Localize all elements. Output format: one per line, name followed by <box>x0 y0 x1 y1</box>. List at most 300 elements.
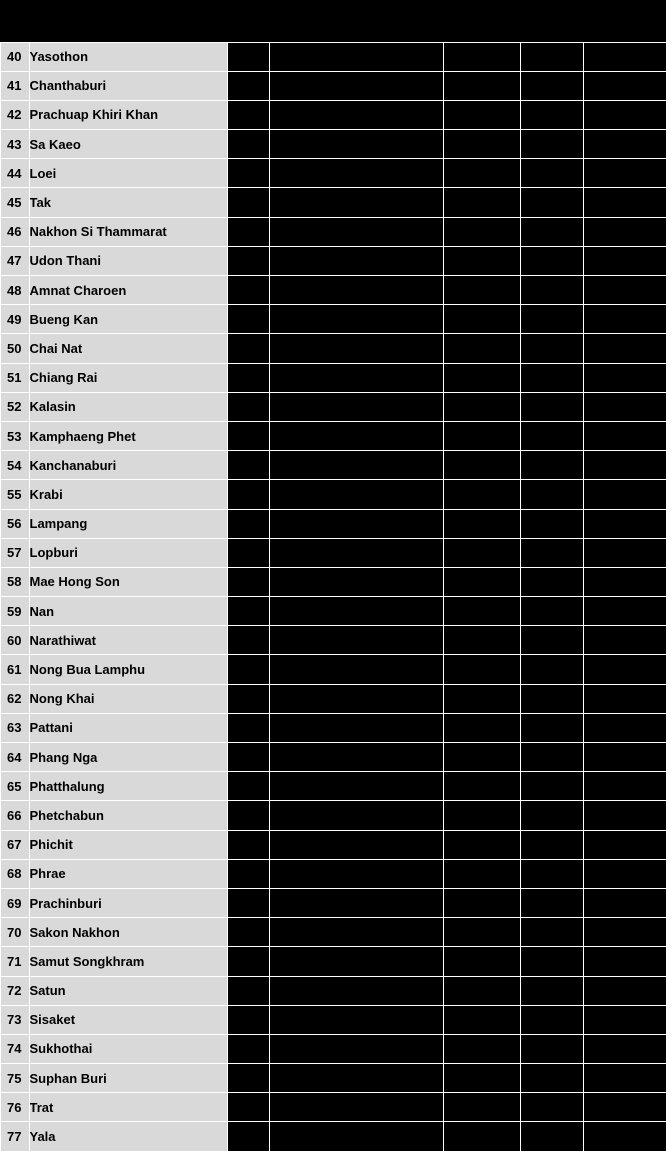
cell-value-2 <box>269 100 443 129</box>
cell-value-2 <box>269 188 443 217</box>
cell-rank: 76 <box>0 1093 29 1122</box>
cell-rank: 66 <box>0 801 29 830</box>
cell-value-4 <box>520 976 583 1005</box>
cell-value-5 <box>583 597 666 626</box>
cell-value-2 <box>269 713 443 742</box>
cell-province-name: Phatthalung <box>29 772 227 801</box>
table-row <box>0 743 666 772</box>
cell-value-5 <box>583 421 666 450</box>
table-row <box>0 217 666 246</box>
cell-province-name: Kalasin <box>29 392 227 421</box>
cell-value-5 <box>583 276 666 305</box>
cell-rank: 69 <box>0 888 29 917</box>
cell-value-5 <box>583 42 666 71</box>
cell-value-4 <box>520 392 583 421</box>
cell-value-4 <box>520 684 583 713</box>
cell-rank: 62 <box>0 684 29 713</box>
cell-value-4 <box>520 334 583 363</box>
cell-value-5 <box>583 1064 666 1093</box>
cell-value-5 <box>583 188 666 217</box>
cell-value-1 <box>227 684 269 713</box>
cell-rank: 74 <box>0 1034 29 1063</box>
cell-value-1 <box>227 130 269 159</box>
table-row <box>0 1093 666 1122</box>
cell-value-3 <box>443 246 520 275</box>
cell-province-name: Kanchanaburi <box>29 451 227 480</box>
cell-province-name: Lampang <box>29 509 227 538</box>
table-row <box>0 859 666 888</box>
cell-province-name: Tak <box>29 188 227 217</box>
table-row <box>0 421 666 450</box>
cell-value-5 <box>583 363 666 392</box>
table-row <box>0 1034 666 1063</box>
cell-value-4 <box>520 918 583 947</box>
cell-value-2 <box>269 655 443 684</box>
cell-value-2 <box>269 217 443 246</box>
table-row <box>0 334 666 363</box>
cell-value-5 <box>583 918 666 947</box>
cell-rank: 44 <box>0 159 29 188</box>
cell-value-3 <box>443 305 520 334</box>
table-row <box>0 305 666 334</box>
cell-province-name: Bueng Kan <box>29 305 227 334</box>
cell-value-2 <box>269 567 443 596</box>
cell-value-5 <box>583 1005 666 1034</box>
cell-value-2 <box>269 334 443 363</box>
cell-value-5 <box>583 217 666 246</box>
cell-value-5 <box>583 1093 666 1122</box>
cell-value-5 <box>583 684 666 713</box>
cell-rank: 71 <box>0 947 29 976</box>
cell-rank: 55 <box>0 480 29 509</box>
cell-rank: 41 <box>0 71 29 100</box>
cell-rank: 68 <box>0 859 29 888</box>
cell-value-5 <box>583 100 666 129</box>
cell-rank: 43 <box>0 130 29 159</box>
cell-value-5 <box>583 1034 666 1063</box>
cell-province-name: Narathiwat <box>29 626 227 655</box>
cell-value-1 <box>227 713 269 742</box>
cell-value-5 <box>583 830 666 859</box>
cell-value-1 <box>227 217 269 246</box>
cell-rank: 57 <box>0 538 29 567</box>
cell-value-5 <box>583 509 666 538</box>
cell-value-4 <box>520 421 583 450</box>
cell-rank: 42 <box>0 100 29 129</box>
cell-value-3 <box>443 743 520 772</box>
table-row <box>0 480 666 509</box>
cell-value-2 <box>269 918 443 947</box>
cell-value-4 <box>520 1122 583 1151</box>
cell-rank: 54 <box>0 451 29 480</box>
table-row <box>0 830 666 859</box>
cell-value-3 <box>443 918 520 947</box>
table-row <box>0 392 666 421</box>
table-row <box>0 100 666 129</box>
cell-value-2 <box>269 801 443 830</box>
cell-value-3 <box>443 363 520 392</box>
table-body <box>0 42 666 1151</box>
cell-value-4 <box>520 655 583 684</box>
cell-rank: 73 <box>0 1005 29 1034</box>
province-table <box>0 42 666 1152</box>
cell-rank: 48 <box>0 276 29 305</box>
cell-rank: 56 <box>0 509 29 538</box>
cell-province-name: Sukhothai <box>29 1034 227 1063</box>
cell-value-3 <box>443 451 520 480</box>
cell-province-name: Sakon Nakhon <box>29 918 227 947</box>
cell-rank: 47 <box>0 246 29 275</box>
cell-value-1 <box>227 509 269 538</box>
cell-rank: 51 <box>0 363 29 392</box>
cell-value-2 <box>269 276 443 305</box>
cell-value-2 <box>269 451 443 480</box>
cell-value-3 <box>443 421 520 450</box>
cell-province-name: Satun <box>29 976 227 1005</box>
cell-value-1 <box>227 1093 269 1122</box>
cell-value-2 <box>269 1093 443 1122</box>
cell-province-name: Krabi <box>29 480 227 509</box>
cell-value-2 <box>269 772 443 801</box>
cell-value-5 <box>583 655 666 684</box>
cell-value-3 <box>443 392 520 421</box>
cell-value-4 <box>520 480 583 509</box>
cell-rank: 58 <box>0 567 29 596</box>
cell-value-3 <box>443 888 520 917</box>
cell-value-1 <box>227 597 269 626</box>
cell-value-4 <box>520 947 583 976</box>
cell-province-name: Phrae <box>29 859 227 888</box>
cell-value-5 <box>583 538 666 567</box>
cell-value-1 <box>227 71 269 100</box>
cell-value-3 <box>443 976 520 1005</box>
cell-value-5 <box>583 451 666 480</box>
cell-value-4 <box>520 1034 583 1063</box>
cell-value-2 <box>269 538 443 567</box>
cell-value-4 <box>520 567 583 596</box>
cell-value-4 <box>520 1064 583 1093</box>
table-row <box>0 363 666 392</box>
cell-value-4 <box>520 1093 583 1122</box>
cell-value-5 <box>583 567 666 596</box>
cell-value-1 <box>227 976 269 1005</box>
cell-value-3 <box>443 947 520 976</box>
cell-value-5 <box>583 130 666 159</box>
table-row <box>0 918 666 947</box>
cell-value-1 <box>227 626 269 655</box>
table-row <box>0 772 666 801</box>
cell-value-3 <box>443 1034 520 1063</box>
cell-value-2 <box>269 392 443 421</box>
cell-province-name: Samut Songkhram <box>29 947 227 976</box>
cell-province-name: Chanthaburi <box>29 71 227 100</box>
cell-rank: 40 <box>0 42 29 71</box>
cell-value-4 <box>520 363 583 392</box>
cell-value-1 <box>227 276 269 305</box>
table-row <box>0 626 666 655</box>
cell-value-3 <box>443 71 520 100</box>
cell-value-1 <box>227 538 269 567</box>
cell-province-name: Phichit <box>29 830 227 859</box>
cell-value-3 <box>443 159 520 188</box>
cell-value-1 <box>227 42 269 71</box>
cell-rank: 65 <box>0 772 29 801</box>
cell-province-name: Sisaket <box>29 1005 227 1034</box>
table-row <box>0 684 666 713</box>
cell-value-3 <box>443 1064 520 1093</box>
cell-province-name: Sa Kaeo <box>29 130 227 159</box>
cell-value-5 <box>583 480 666 509</box>
cell-value-3 <box>443 713 520 742</box>
cell-value-2 <box>269 684 443 713</box>
cell-value-2 <box>269 626 443 655</box>
cell-value-2 <box>269 509 443 538</box>
cell-value-5 <box>583 801 666 830</box>
cell-value-4 <box>520 217 583 246</box>
cell-rank: 59 <box>0 597 29 626</box>
cell-value-3 <box>443 830 520 859</box>
cell-value-1 <box>227 1005 269 1034</box>
cell-value-3 <box>443 334 520 363</box>
cell-value-1 <box>227 859 269 888</box>
cell-value-5 <box>583 626 666 655</box>
cell-province-name: Nakhon Si Thammarat <box>29 217 227 246</box>
cell-value-4 <box>520 888 583 917</box>
table-row <box>0 655 666 684</box>
cell-province-name: Nong Bua Lamphu <box>29 655 227 684</box>
cell-value-3 <box>443 684 520 713</box>
cell-value-4 <box>520 42 583 71</box>
table-row <box>0 451 666 480</box>
cell-value-4 <box>520 305 583 334</box>
cell-value-1 <box>227 1034 269 1063</box>
cell-value-4 <box>520 188 583 217</box>
cell-value-4 <box>520 100 583 129</box>
table-row <box>0 538 666 567</box>
cell-value-3 <box>443 597 520 626</box>
cell-value-2 <box>269 71 443 100</box>
cell-value-5 <box>583 772 666 801</box>
cell-value-2 <box>269 363 443 392</box>
cell-value-1 <box>227 246 269 275</box>
cell-value-4 <box>520 451 583 480</box>
table-row <box>0 888 666 917</box>
cell-value-3 <box>443 1122 520 1151</box>
cell-value-5 <box>583 71 666 100</box>
table-left-border <box>0 42 1 1152</box>
cell-value-2 <box>269 947 443 976</box>
cell-rank: 46 <box>0 217 29 246</box>
cell-value-2 <box>269 888 443 917</box>
cell-value-2 <box>269 159 443 188</box>
cell-value-5 <box>583 159 666 188</box>
table-row <box>0 130 666 159</box>
cell-rank: 75 <box>0 1064 29 1093</box>
cell-value-2 <box>269 421 443 450</box>
cell-value-2 <box>269 743 443 772</box>
table-row <box>0 42 666 71</box>
cell-value-2 <box>269 130 443 159</box>
table-row <box>0 71 666 100</box>
top-blank-region <box>0 0 666 42</box>
cell-value-1 <box>227 451 269 480</box>
cell-value-3 <box>443 276 520 305</box>
cell-province-name: Yala <box>29 1122 227 1151</box>
table-row <box>0 276 666 305</box>
cell-value-4 <box>520 130 583 159</box>
cell-province-name: Phetchabun <box>29 801 227 830</box>
cell-province-name: Kamphaeng Phet <box>29 421 227 450</box>
cell-province-name: Lopburi <box>29 538 227 567</box>
cell-value-3 <box>443 100 520 129</box>
cell-rank: 72 <box>0 976 29 1005</box>
cell-value-4 <box>520 713 583 742</box>
cell-rank: 70 <box>0 918 29 947</box>
cell-province-name: Suphan Buri <box>29 1064 227 1093</box>
cell-value-1 <box>227 480 269 509</box>
cell-rank: 63 <box>0 713 29 742</box>
table-row <box>0 188 666 217</box>
cell-rank: 60 <box>0 626 29 655</box>
table-row <box>0 947 666 976</box>
cell-value-1 <box>227 334 269 363</box>
cell-value-2 <box>269 1005 443 1034</box>
table-row <box>0 976 666 1005</box>
cell-province-name: Mae Hong Son <box>29 567 227 596</box>
cell-province-name: Prachuap Khiri Khan <box>29 100 227 129</box>
cell-value-4 <box>520 159 583 188</box>
cell-rank: 45 <box>0 188 29 217</box>
table-row <box>0 713 666 742</box>
cell-value-1 <box>227 1122 269 1151</box>
cell-value-5 <box>583 392 666 421</box>
cell-value-2 <box>269 859 443 888</box>
cell-rank: 77 <box>0 1122 29 1151</box>
cell-value-1 <box>227 188 269 217</box>
cell-rank: 64 <box>0 743 29 772</box>
table-row <box>0 597 666 626</box>
cell-value-1 <box>227 392 269 421</box>
table-row <box>0 159 666 188</box>
cell-rank: 53 <box>0 421 29 450</box>
cell-rank: 50 <box>0 334 29 363</box>
cell-value-4 <box>520 626 583 655</box>
cell-province-name: Chiang Rai <box>29 363 227 392</box>
cell-value-4 <box>520 246 583 275</box>
cell-value-1 <box>227 655 269 684</box>
cell-value-4 <box>520 772 583 801</box>
cell-value-3 <box>443 1005 520 1034</box>
cell-value-3 <box>443 538 520 567</box>
table-row <box>0 567 666 596</box>
cell-value-2 <box>269 1122 443 1151</box>
table-row <box>0 509 666 538</box>
table-top-border <box>0 42 666 43</box>
cell-value-1 <box>227 830 269 859</box>
cell-value-2 <box>269 480 443 509</box>
cell-value-3 <box>443 509 520 538</box>
cell-value-4 <box>520 71 583 100</box>
table-row <box>0 1005 666 1034</box>
cell-value-5 <box>583 713 666 742</box>
cell-value-2 <box>269 42 443 71</box>
cell-value-1 <box>227 888 269 917</box>
cell-province-name: Phang Nga <box>29 743 227 772</box>
table-row <box>0 246 666 275</box>
cell-value-1 <box>227 305 269 334</box>
cell-value-3 <box>443 801 520 830</box>
cell-province-name: Trat <box>29 1093 227 1122</box>
cell-value-2 <box>269 830 443 859</box>
cell-value-4 <box>520 1005 583 1034</box>
cell-value-3 <box>443 480 520 509</box>
cell-value-5 <box>583 888 666 917</box>
table-row <box>0 801 666 830</box>
cell-value-5 <box>583 305 666 334</box>
cell-province-name: Pattani <box>29 713 227 742</box>
cell-value-3 <box>443 1093 520 1122</box>
cell-province-name: Chai Nat <box>29 334 227 363</box>
cell-value-2 <box>269 246 443 275</box>
cell-value-5 <box>583 334 666 363</box>
cell-value-1 <box>227 100 269 129</box>
table-row <box>0 1122 666 1151</box>
cell-value-4 <box>520 801 583 830</box>
cell-value-5 <box>583 947 666 976</box>
cell-value-2 <box>269 976 443 1005</box>
cell-rank: 52 <box>0 392 29 421</box>
cell-value-1 <box>227 421 269 450</box>
table-row <box>0 1064 666 1093</box>
cell-value-2 <box>269 1064 443 1093</box>
cell-value-2 <box>269 597 443 626</box>
cell-value-2 <box>269 1034 443 1063</box>
cell-value-1 <box>227 1064 269 1093</box>
cell-value-3 <box>443 567 520 596</box>
cell-province-name: Amnat Charoen <box>29 276 227 305</box>
cell-province-name: Prachinburi <box>29 888 227 917</box>
cell-value-1 <box>227 363 269 392</box>
cell-value-1 <box>227 567 269 596</box>
cell-value-4 <box>520 538 583 567</box>
cell-rank: 49 <box>0 305 29 334</box>
cell-value-4 <box>520 509 583 538</box>
cell-value-1 <box>227 918 269 947</box>
cell-value-3 <box>443 772 520 801</box>
cell-value-3 <box>443 655 520 684</box>
cell-value-2 <box>269 305 443 334</box>
cell-value-1 <box>227 743 269 772</box>
cell-province-name: Nan <box>29 597 227 626</box>
cell-value-1 <box>227 947 269 976</box>
cell-value-5 <box>583 859 666 888</box>
cell-value-4 <box>520 859 583 888</box>
cell-value-4 <box>520 743 583 772</box>
cell-value-3 <box>443 188 520 217</box>
cell-value-5 <box>583 743 666 772</box>
cell-rank: 61 <box>0 655 29 684</box>
cell-value-3 <box>443 859 520 888</box>
cell-province-name: Loei <box>29 159 227 188</box>
cell-value-4 <box>520 830 583 859</box>
cell-value-3 <box>443 626 520 655</box>
cell-value-4 <box>520 276 583 305</box>
cell-province-name: Yasothon <box>29 42 227 71</box>
cell-value-4 <box>520 597 583 626</box>
cell-value-5 <box>583 1122 666 1151</box>
cell-rank: 67 <box>0 830 29 859</box>
cell-value-3 <box>443 42 520 71</box>
